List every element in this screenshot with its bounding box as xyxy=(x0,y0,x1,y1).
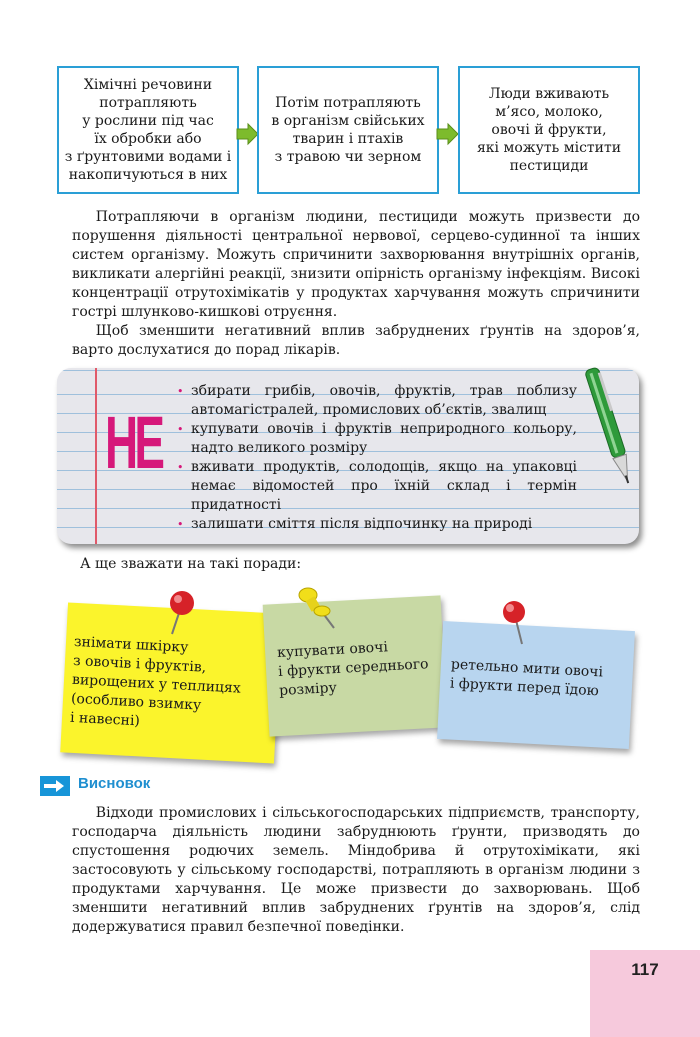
conclusion-text: Відходи промислових і сільськогосподарських підприємств, транспорту, господарча діяльність людини забруднюють ґрунти, призводять до спустошення родючих земель. Міндобрива й отрутохімікати, які застосовують у сільському господарстві, потрапляють в організм людини з продуктами харчування. Це може призвести до захворювань. Щоб зменшити негативний вплив забруднених ґрунтів на здоров’я, слід додержуватися правил безпечної поведінки. xyxy=(72,805,640,935)
rule-item: • збирати грибів, овочів, фруктів, трав поблизу автомагістралей, промислових об’єктів, звалищ xyxy=(177,382,577,420)
tip-note-yellow: знімати шкірку з овочів і фруктів, вирощених у теплицях (особливо взимку і навесні) xyxy=(60,603,282,764)
rule-item: • купувати овочів і фруктів неприродного кольору, надто великого розміру xyxy=(177,420,577,458)
rule-item: • залишати сміття після відпочинку на природі xyxy=(177,515,577,534)
page-number-tab xyxy=(590,950,700,1037)
rule-item: • вживати продуктів, солодощів, якщо на упаковці немає відомостей про їхній склад і термін придатності xyxy=(177,458,577,515)
conclusion-title: Висновок xyxy=(78,775,151,792)
flow-box-1: Хімічні речовини потрапляють у рослини під час їх обробки або з ґрунтовими водами і накопичуються в них xyxy=(57,66,239,194)
flow-box-3: Люди вживають м’ясо, молоко, овочі й фрукти, які можуть містити пестициди xyxy=(458,66,640,194)
paragraph-advice-intro: Щоб зменшити негативний вплив забруднених ґрунтів на здоров’я, варто дослухатися до порад лікарів. xyxy=(72,323,640,358)
rules-list xyxy=(177,382,577,534)
ne-label: НЕ xyxy=(105,401,162,484)
tip-note-green: купувати овочі і фрукти середнього розміру xyxy=(263,595,448,736)
notebook-margin-line xyxy=(95,368,97,544)
pen-icon xyxy=(585,362,635,492)
tip-note-blue: ретельно мити овочі і фрукти перед їдою xyxy=(437,621,635,749)
paragraph-pesticides-effects: Потрапляючи в організм людини, пестициди можуть призвести до порушення діяльності центральної нервової, серцево-судинної та інших систем організму. Можуть спричинити захворювання внутрішніх органів, викликати алергійні реакції, знизити опірність організму інфекціям. Високі концентрації отрутохімікатів у продуктах харчування можуть спричинити гострі шлунково-кишкові отруєння. xyxy=(72,209,640,320)
flow-box-2: Потім потрапляють в організм свійських тварин і птахів з травою чи зерном xyxy=(257,66,439,194)
red-pushpin-icon xyxy=(162,588,202,638)
rules-notebook xyxy=(57,368,639,544)
yellow-pushpin-icon xyxy=(294,584,340,634)
arrow-right-icon xyxy=(436,122,460,146)
arrow-right-icon xyxy=(40,776,70,796)
red-pushpin-icon xyxy=(496,598,536,648)
page-number: 117 xyxy=(631,960,659,979)
tips-heading: А ще зважати на такі поради: xyxy=(80,556,302,572)
